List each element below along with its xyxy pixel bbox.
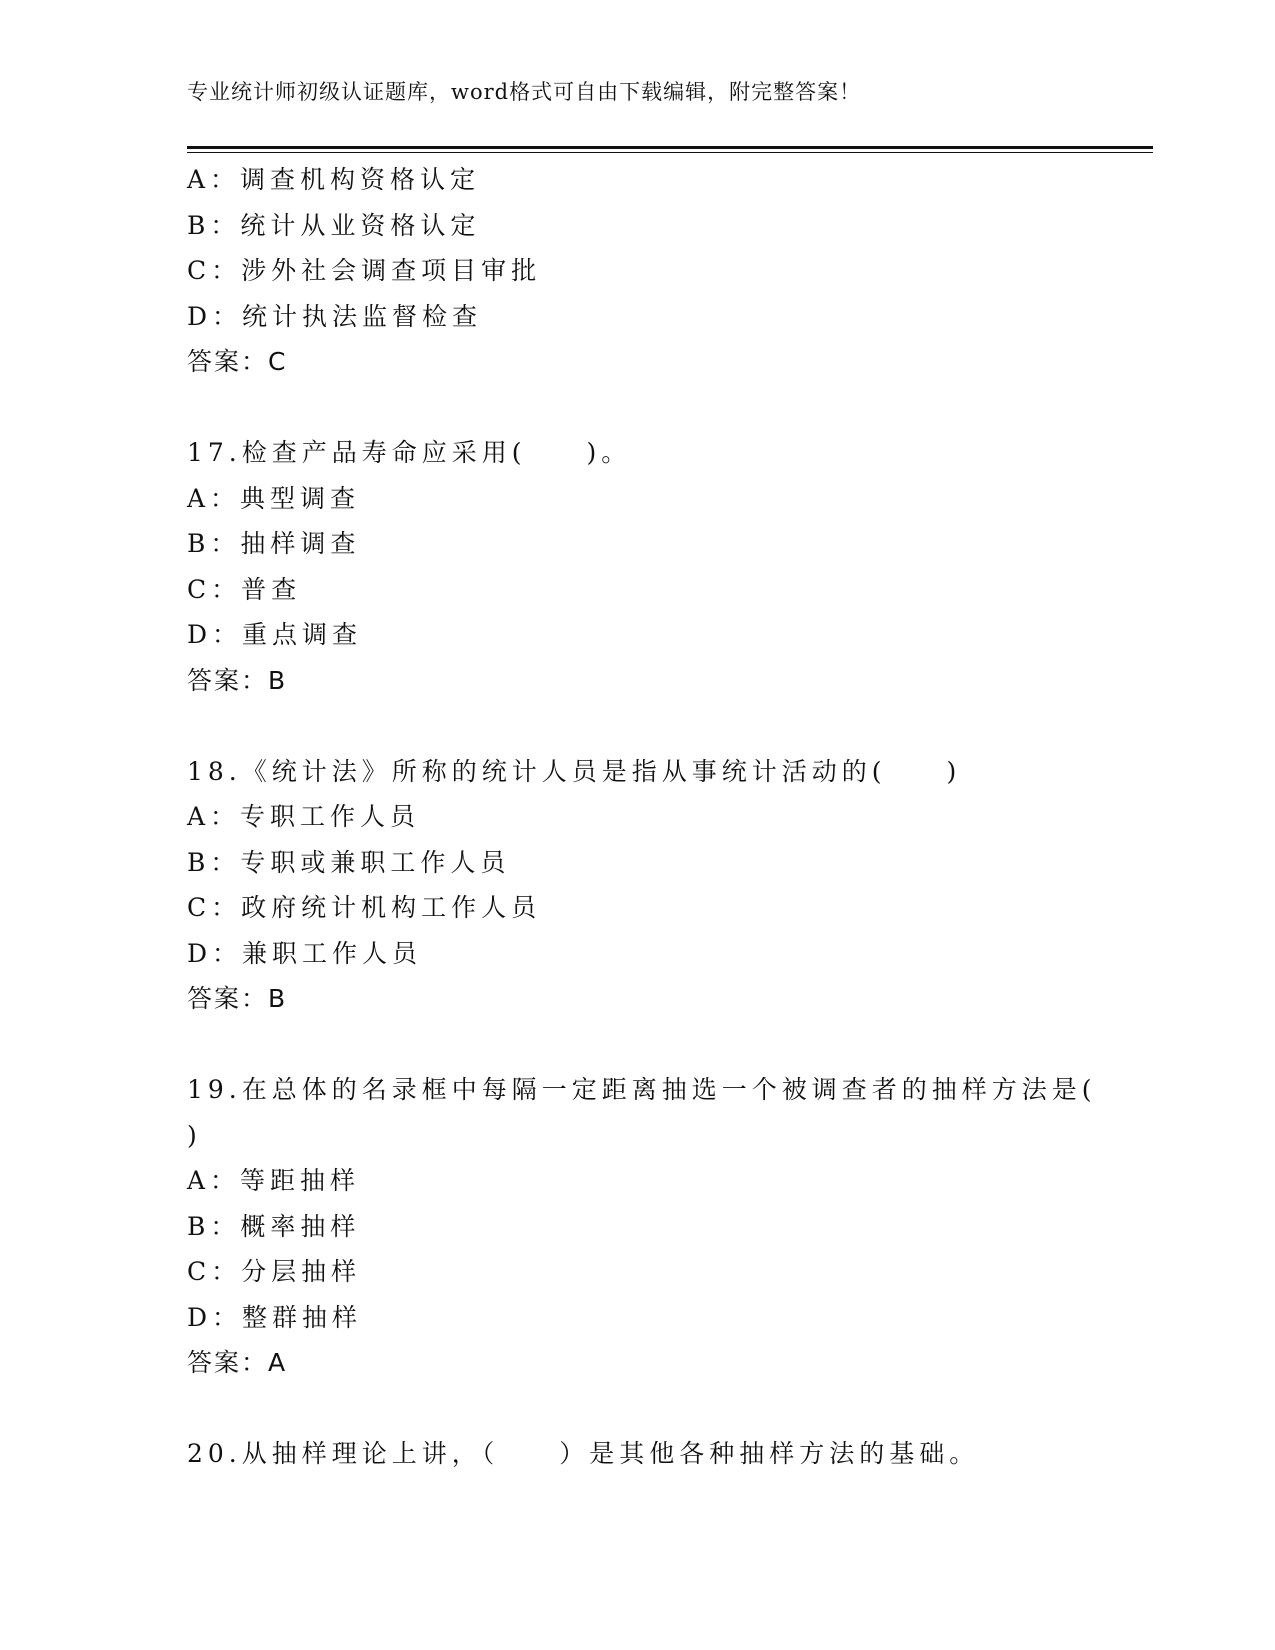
answer: 答案：B bbox=[187, 665, 288, 695]
option-a: A：调查机构资格认定 bbox=[187, 165, 481, 194]
page-header: 专业统计师初级认证题库，word格式可自由下载编辑，附完整答案！ bbox=[187, 80, 862, 104]
option-c: C：政府统计机构工作人员 bbox=[187, 893, 542, 922]
option-a: A：专职工作人员 bbox=[187, 802, 421, 831]
answer: 答案：B bbox=[187, 984, 288, 1013]
option-a: A：典型调查 bbox=[187, 483, 361, 513]
option-b: B：专职或兼职工作人员 bbox=[187, 847, 511, 877]
question-text: 19.在总体的名录框中每隔一定距离抽选一个被调查者的抽样方法是( bbox=[187, 1075, 1097, 1104]
option-d: D：整群抽样 bbox=[187, 1302, 363, 1332]
option-b: B：概率抽样 bbox=[187, 1211, 361, 1241]
option-d: D：重点调查 bbox=[187, 620, 363, 649]
option-b: B：抽样调查 bbox=[187, 529, 361, 558]
question-text-continued: ) bbox=[187, 1120, 202, 1150]
header-rule-thin bbox=[187, 152, 1153, 153]
question-list bbox=[187, 157, 1127, 1477]
question-text: 17.检查产品寿命应采用( )。 bbox=[187, 438, 632, 467]
option-c: C：普查 bbox=[187, 574, 302, 604]
question-text: 20.从抽样理论上讲，（ ）是其他各种抽样方法的基础。 bbox=[187, 1439, 980, 1468]
answer: 答案：C bbox=[187, 347, 288, 376]
option-d: D：兼职工作人员 bbox=[187, 938, 423, 968]
option-b: B：统计从业资格认定 bbox=[187, 210, 481, 240]
option-c: C：涉外社会调查项目审批 bbox=[187, 256, 542, 285]
option-a: A：等距抽样 bbox=[187, 1166, 361, 1195]
header-rule-thick bbox=[187, 146, 1153, 149]
question-text: 18.《统计法》所称的统计人员是指从事统计活动的( ) bbox=[187, 756, 962, 786]
option-d: D：统计执法监督检查 bbox=[187, 301, 483, 331]
answer: 答案：A bbox=[187, 1348, 288, 1377]
option-c: C：分层抽样 bbox=[187, 1257, 362, 1286]
